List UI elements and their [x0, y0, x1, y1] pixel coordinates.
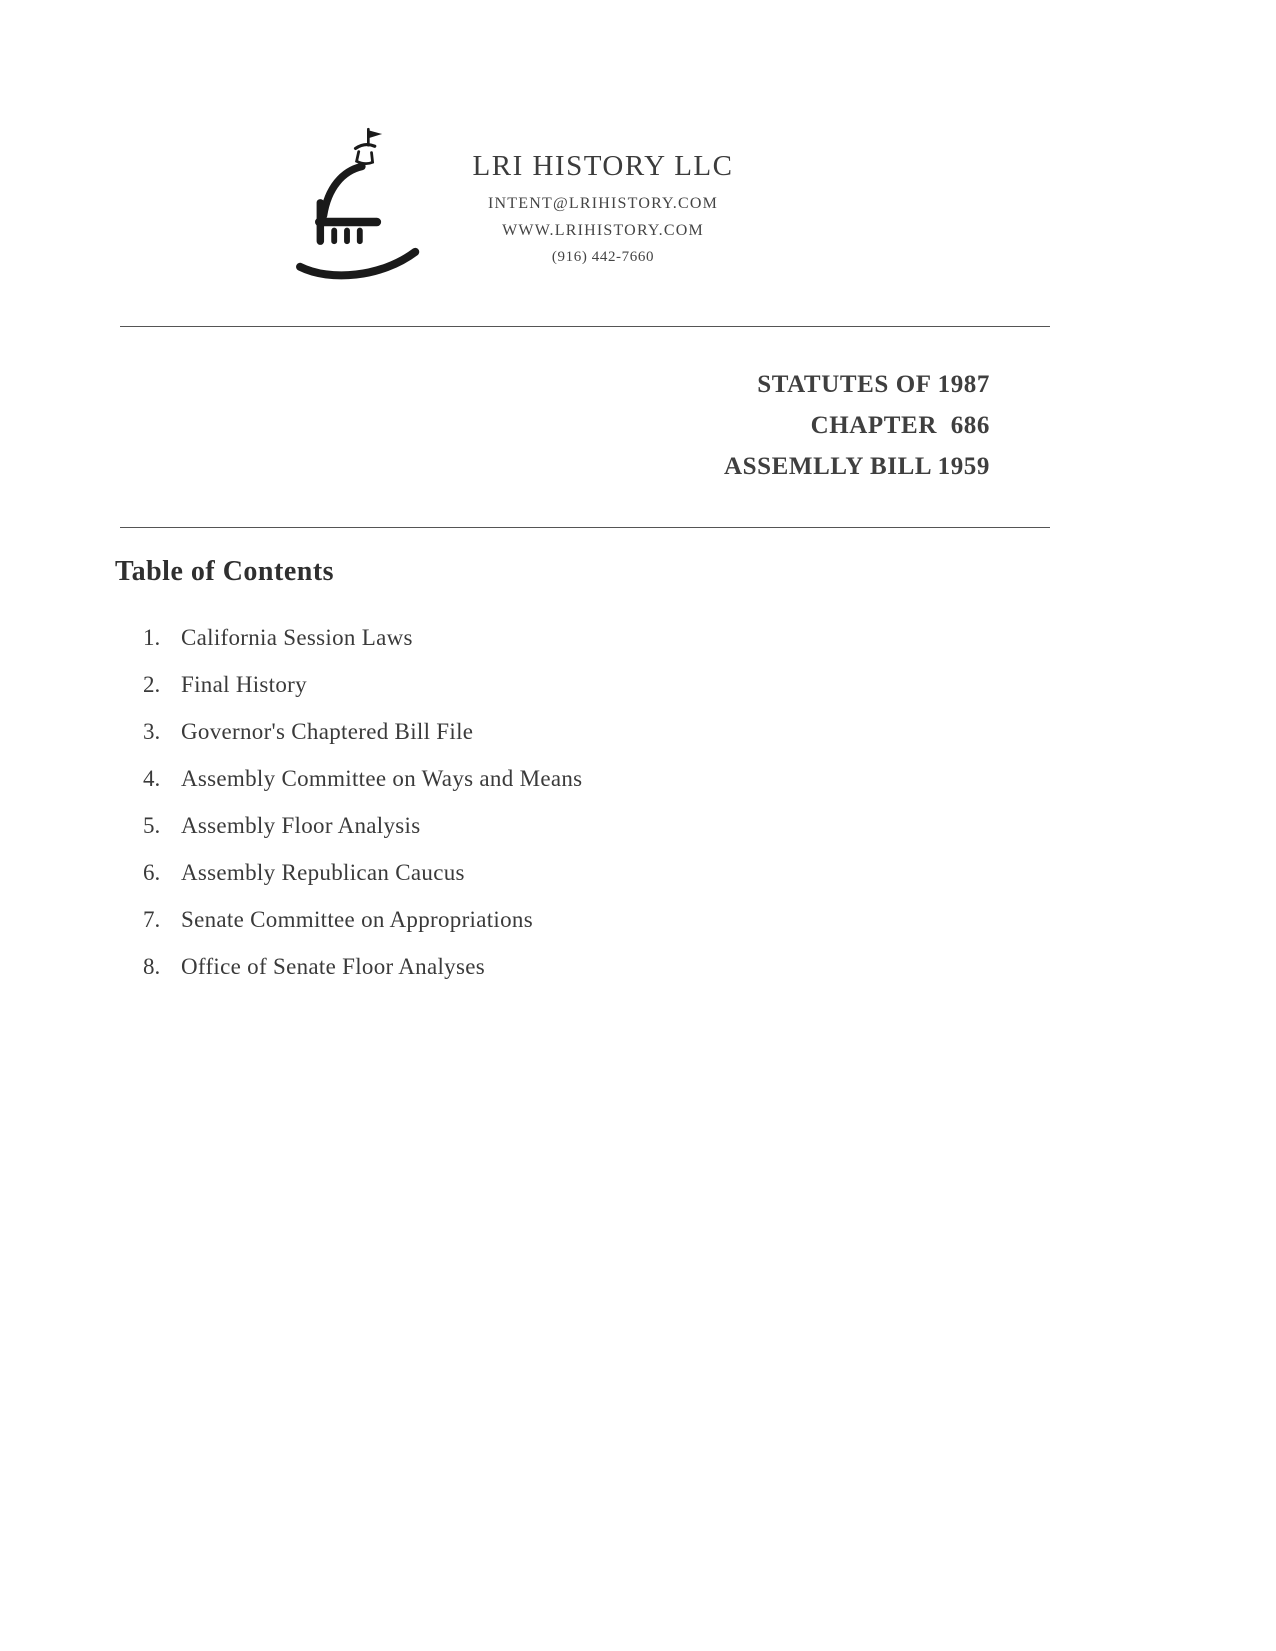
toc-item-label: Office of Senate Floor Analyses [181, 954, 485, 979]
toc-item [143, 671, 582, 699]
toc-item-number: 4. [143, 766, 161, 791]
toc-item-label: California Session Laws [181, 625, 413, 650]
toc-item-label: Assembly Floor Analysis [181, 813, 421, 838]
statute-title-block [724, 364, 990, 487]
toc-item-label: Final History [181, 672, 307, 697]
toc-heading: Table of Contents [115, 556, 335, 587]
company-phone: (916) 442-7660 [551, 249, 655, 265]
assembly-bill-line: ASSEMLLY BILL 1959 [724, 453, 990, 480]
toc-item-number: 7. [143, 907, 161, 932]
chapter-line: CHAPTER 686 [810, 412, 990, 439]
toc-item-number: 8. [143, 954, 161, 979]
company-email: INTENT@LRIHISTORY.COM [487, 195, 719, 212]
toc-item [143, 624, 582, 652]
statutes-year-line: STATUTES OF 1987 [757, 371, 990, 398]
divider-bottom [120, 527, 1050, 528]
toc-item-number: 1. [143, 625, 161, 650]
toc-item [143, 718, 582, 746]
toc-item [143, 906, 582, 934]
divider-top [120, 326, 1050, 327]
toc-item-number: 2. [143, 672, 161, 697]
company-name: LRI HISTORY LLC [472, 150, 734, 182]
toc-item-number: 3. [143, 719, 161, 744]
capitol-dome-logo-icon [293, 126, 433, 286]
toc-item-number: 5. [143, 813, 161, 838]
toc-item [143, 765, 582, 793]
toc-list [143, 624, 582, 1000]
company-website: WWW.LRIHISTORY.COM [502, 222, 704, 239]
toc-item-label: Senate Committee on Appropriations [181, 907, 533, 932]
toc-item [143, 812, 582, 840]
toc-item-label: Assembly Republican Caucus [181, 860, 465, 885]
toc-item-label: Governor's Chaptered Bill File [181, 719, 474, 744]
toc-item-number: 6. [143, 860, 161, 885]
header-contact-block [425, 150, 781, 275]
toc-item [143, 859, 582, 887]
toc-item-label: Assembly Committee on Ways and Means [181, 766, 583, 791]
toc-item [143, 953, 582, 981]
